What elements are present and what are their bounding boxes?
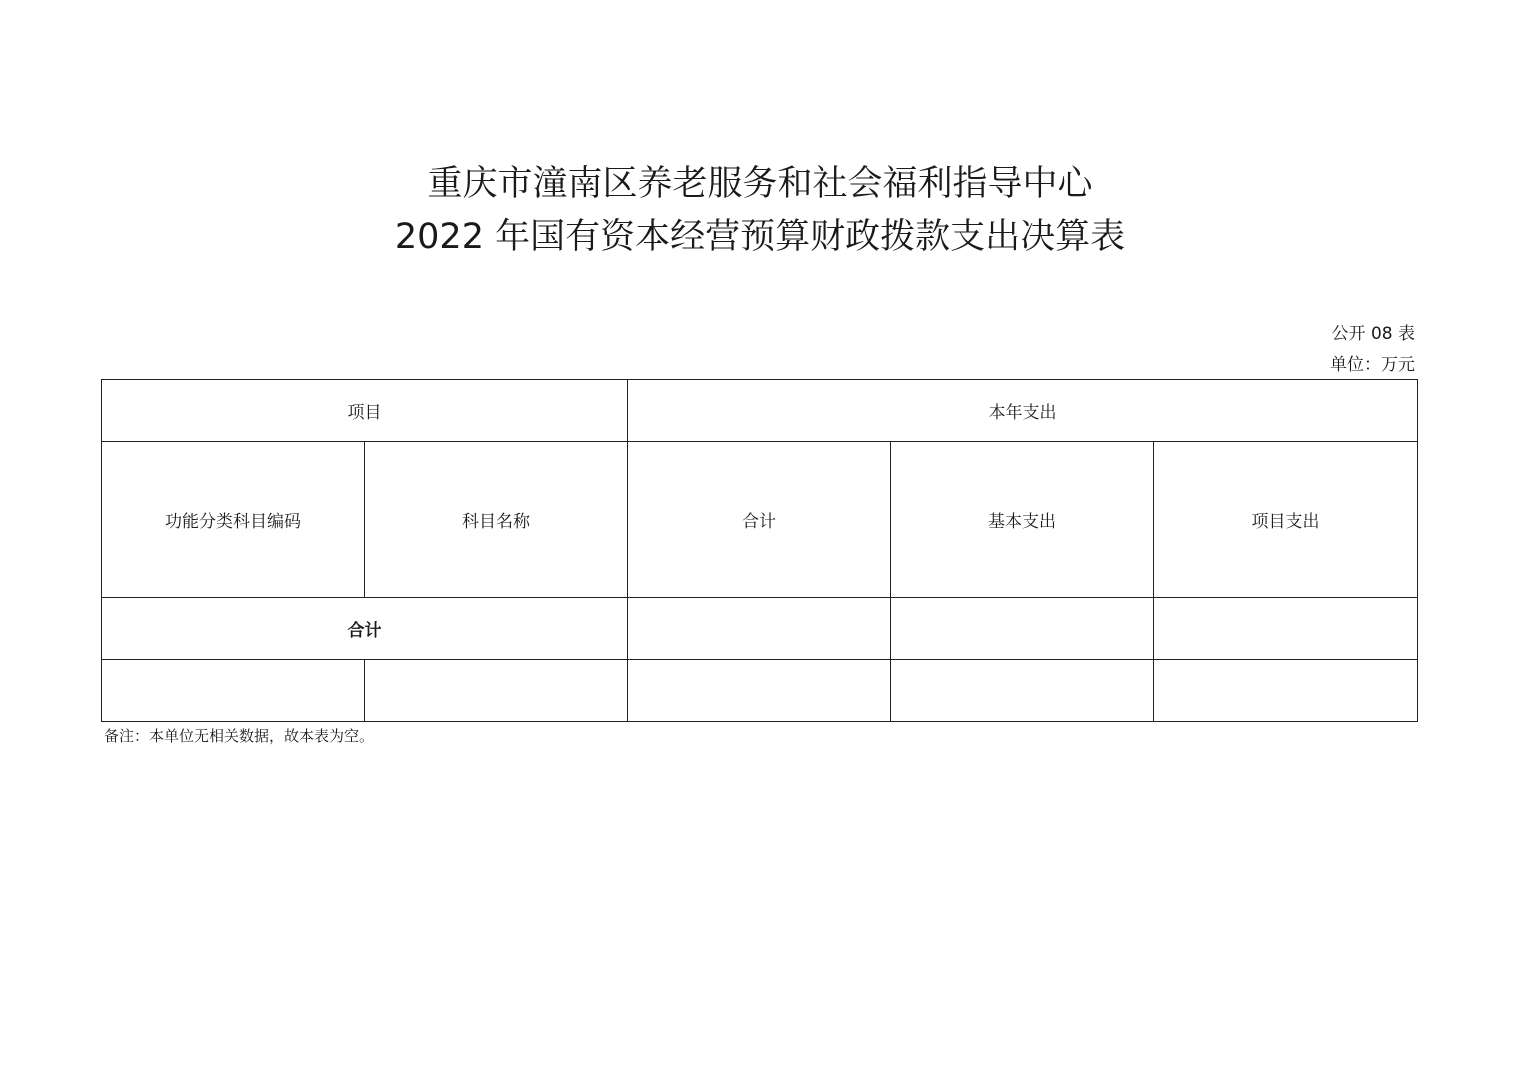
header-project-expenditure: 项目支出 xyxy=(1154,442,1418,598)
total-row-project xyxy=(1154,598,1418,660)
header-item: 项目 xyxy=(102,380,628,442)
cell-total xyxy=(628,660,891,722)
header-total: 合计 xyxy=(628,442,891,598)
page-title-line-1: 重庆市潼南区养老服务和社会福利指导中心 xyxy=(427,164,1093,204)
total-row xyxy=(102,598,1418,660)
cell-subject-name xyxy=(365,660,628,722)
unit-label: 单位：万元 xyxy=(1330,355,1415,375)
expenditure-table xyxy=(101,379,1418,722)
header-row-group xyxy=(102,380,1418,442)
header-basic-expenditure: 基本支出 xyxy=(891,442,1154,598)
total-row-label: 合计 xyxy=(102,598,628,660)
cell-function-code xyxy=(102,660,365,722)
header-function-code: 功能分类科目编码 xyxy=(102,442,365,598)
header-current-year-expenditure: 本年支出 xyxy=(628,380,1418,442)
cell-project xyxy=(1154,660,1418,722)
total-row-basic xyxy=(891,598,1154,660)
page-title-line-2: 2022 年国有资本经营预算财政拨款支出决算表 xyxy=(394,217,1126,257)
header-subject-name: 科目名称 xyxy=(365,442,628,598)
table-row xyxy=(102,660,1418,722)
footnote: 备注：本单位无相关数据，故本表为空。 xyxy=(104,727,375,745)
form-number: 公开 08 表 xyxy=(1331,324,1415,344)
total-row-total xyxy=(628,598,891,660)
cell-basic xyxy=(891,660,1154,722)
header-row-columns xyxy=(102,442,1418,598)
